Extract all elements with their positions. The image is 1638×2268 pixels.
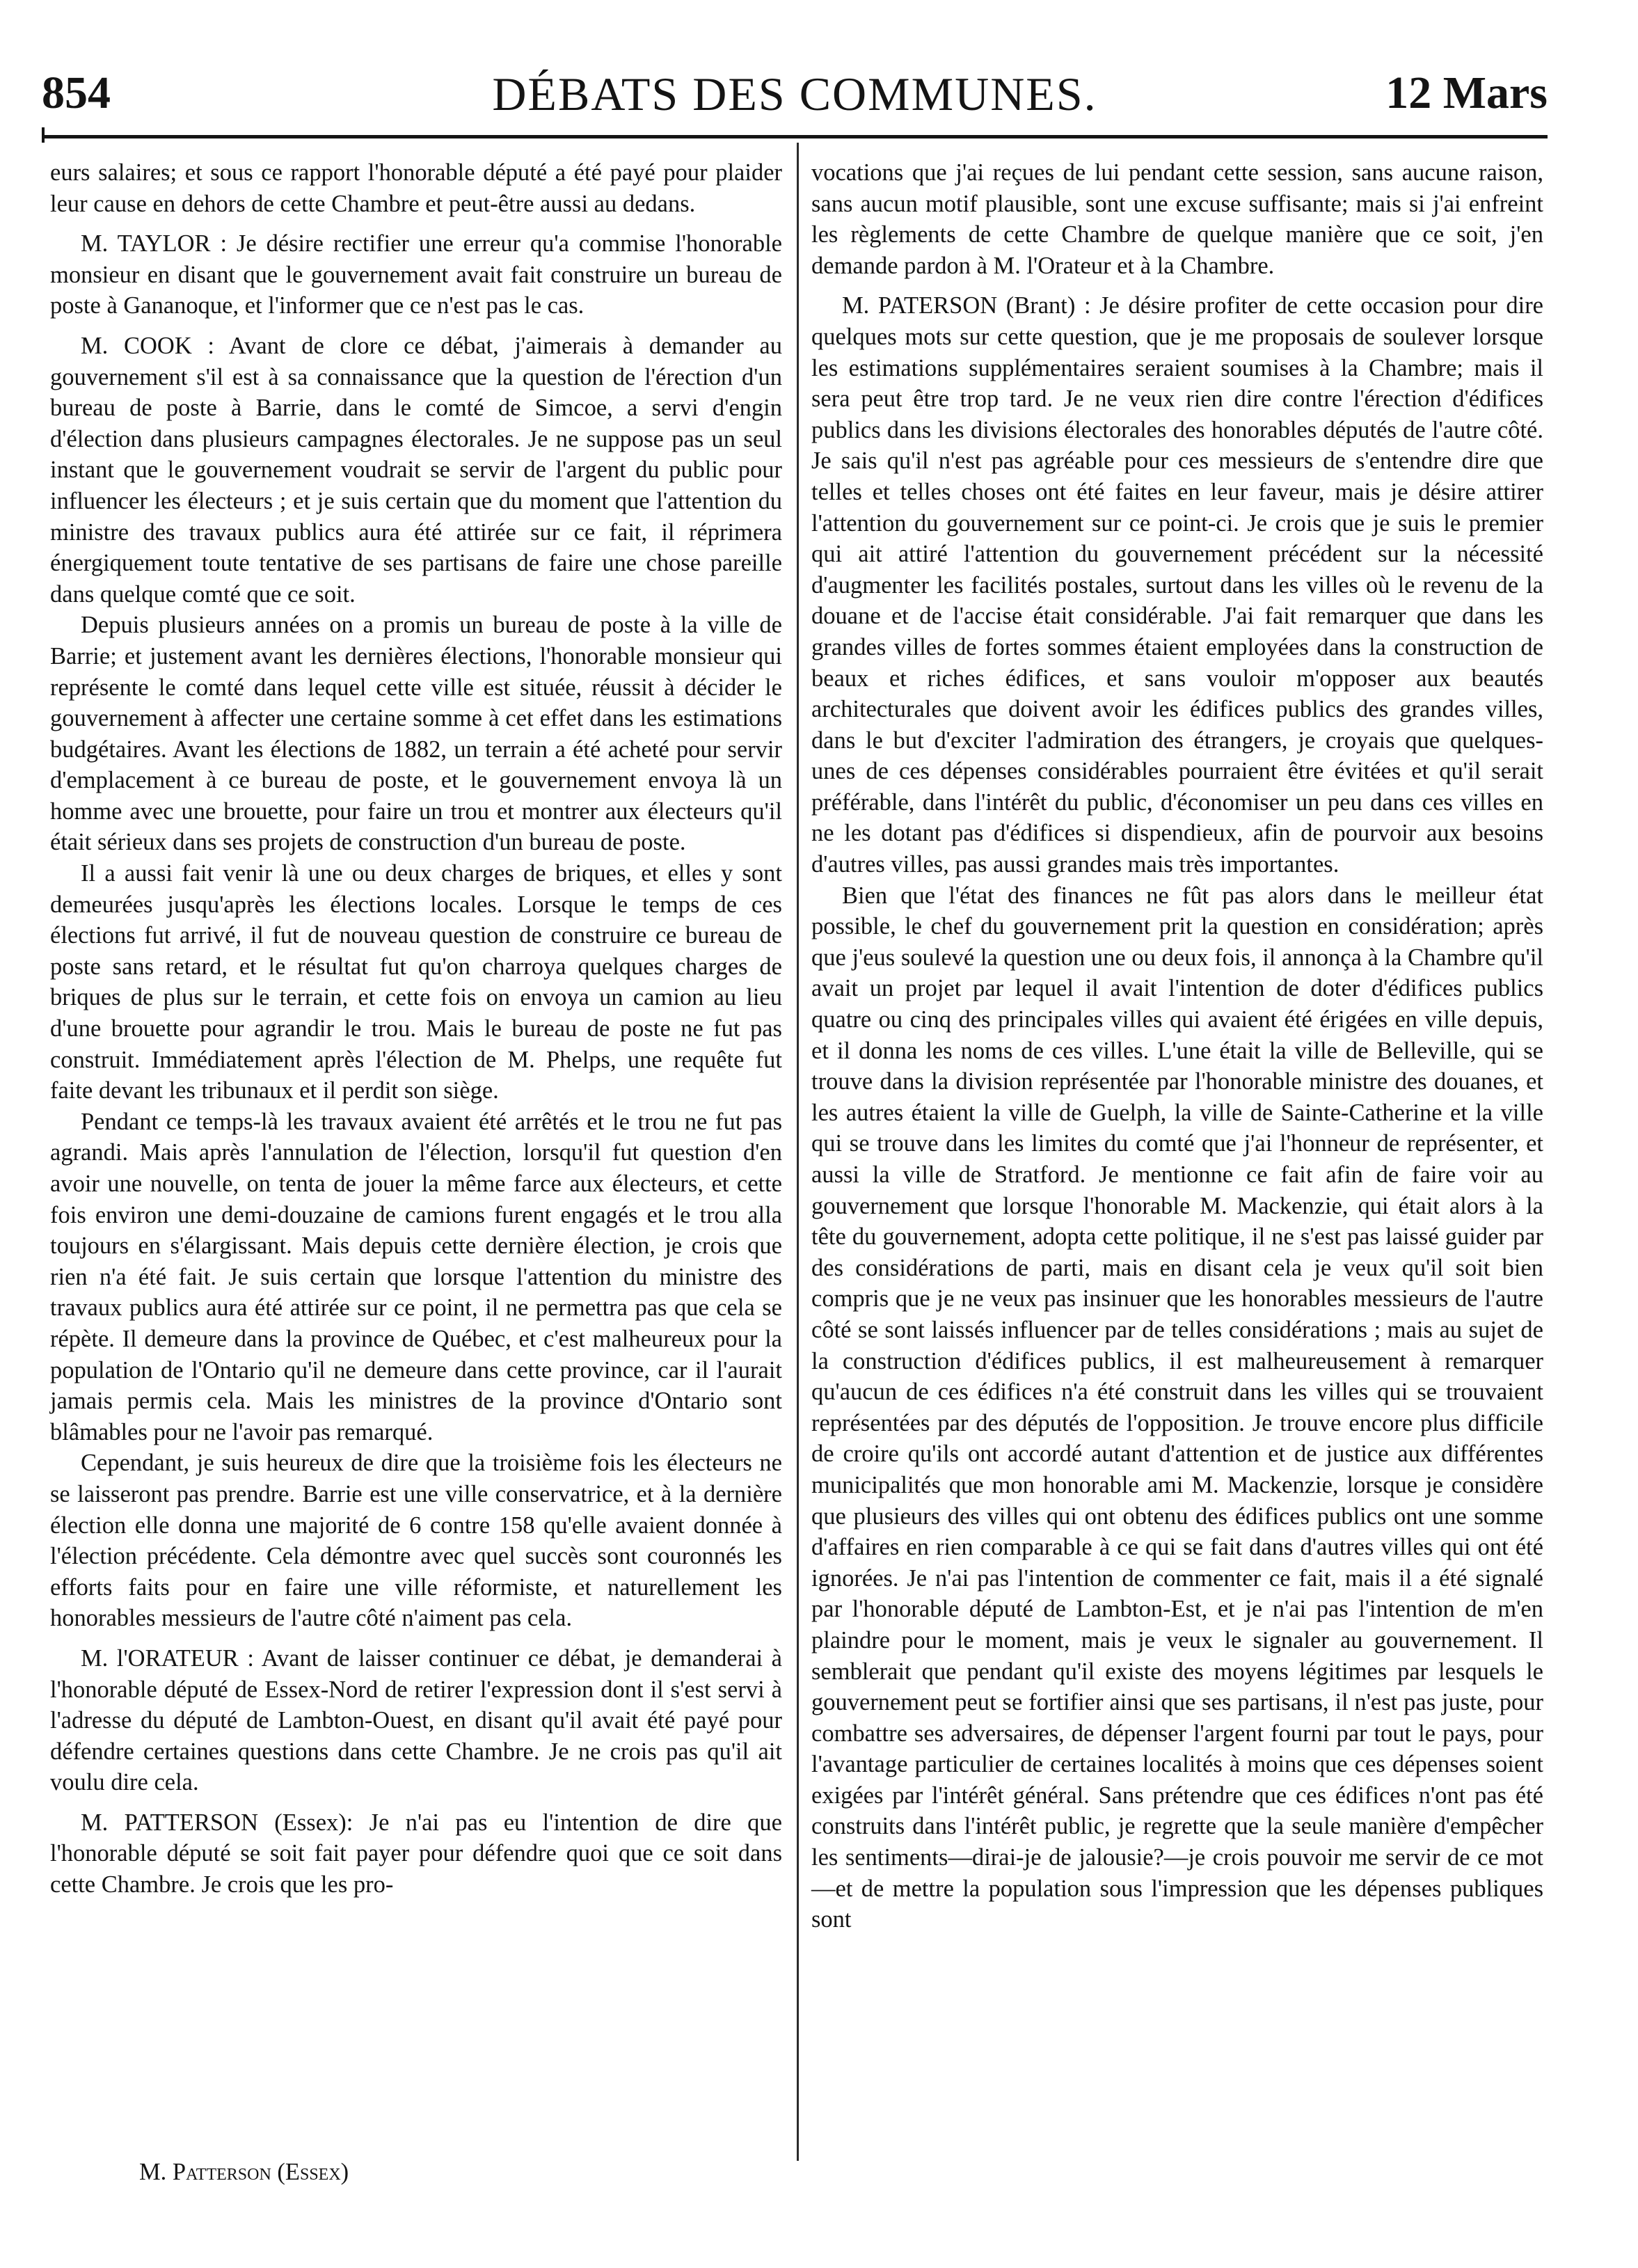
left-column	[50, 157, 782, 1901]
paragraph: eurs salaires; et sous ce rapport l'honorable député a été payé pour plaider leur cause en dehors de cette Chambre et peut-être aussi au dedans.	[50, 159, 782, 217]
paragraph: Bien que l'état des finances ne fût pas alors dans le meilleur état possible, le chef du gouvernement prit la question en considération; après que j'eus soulevé la question une ou deux fois, il annonça à la Chambre qu'il avait un projet par lequel il avait l'intention de doter d'édifices publics quatre ou cinq des principales villes qui avaient été érigées en ville depuis, et il donna les noms de ces villes. L'une était la ville de Belleville, qui se trouve dans la division représentée par l'honorable ministre des douanes, et les autres étaient la ville de Guelph, la ville de Sainte-Catherine et la ville qui se trouve dans les limites du comté que j'ai l'honneur de représenter, et aussi la ville de Stratford. Je mentionne ce fait afin de faire voir au gouvernement que lorsque l'honorable M. Mackenzie, qui était alors à la tête du gouvernement, adopta cette politique, il ne s'est pas laissé guider par des considérations de parti, mais en disant cela je veux qu'il soit bien compris que je ne veux pas insinuer que les honorables messieurs de l'autre côté se sont laissés influencer par de telles considérations ; mais au sujet de la construction d'édifices publics, il est malheureusement à remarquer qu'aucun de ces édifices n'a été construit dans les villes qui se trouvaient représentées par des députés de l'opposition. Je trouve encore plus difficile de croire qu'ils ont accordé autant d'attention et de justice aux différentes municipalités que mon honorable ami M. Mackenzie, lorsque je considère que plusieurs des villes qui ont obtenu des édifices publics ont une somme d'affaires en rien comparable à ce qui se fait dans d'autres villes qui ont été ignorées. Je n'ai pas l'intention de commenter ce fait, mais il a été signalé par l'honorable député de Lambton-Est, et je n'ai pas l'intention de m'en plaindre pour le moment, mais je veux le signaler au gouvernement. Il semblerait que pendant qu'il existe des moyens légitimes par lesquels le gouvernement peut se fortifier ainsi que ses partisans, il n'est pas juste, pour combattre ses adversaires, de dépenser l'argent fourni par tout le pays, pour l'avantage particulier de certaines localités à moins que ces dépenses soient exigées par l'intérêt général. Sans prétendre que ces édifices n'ont pas été construits dans l'intérêt public, je regrette que la seule manière d'empêcher les sentiments—dirai-je de jalousie?—je crois pouvoir me servir de ce mot—et de mettre la population sous l'impression que les dépenses publiques sont	[811, 882, 1543, 1933]
paragraph: Il a aussi fait venir là une ou deux charges de briques, et elles y sont demeurées jusqu'après les élections locales. Lorsque le temps de ces élections fut arrivé, il fut de nouveau question de construire ce bureau de poste sans retard, et le résultat fut qu'on charroya quelques charges de briques de plus sur le terrain, et cette fois on envoya un camion au lieu d'une brouette pour agrandir le trou. Mais le bureau de poste ne fut pas construit. Immédiatement après l'élection de M. Phelps, une requête fut faite devant les tribunaux et il perdit son siège.	[50, 860, 782, 1104]
column-divider	[797, 143, 799, 2161]
page-number: 854	[42, 68, 111, 118]
speaker-footnote: M. Patterson (Essex)	[139, 2159, 349, 2185]
paragraph: Cependant, je suis heureux de dire que la troisième fois les électeurs ne se laisseront pas prendre. Barrie est une ville conservatrice, et à la dernière élection elle donna une majorité de 6 contre 158 qu'elle avaient donnée à l'élection précédente. Cela démontre avec quel succès sont couronnés les efforts faits pour en faire une ville réformiste, et naturellement les honorables messieurs de l'autre côté n'aiment pas cela.	[50, 1450, 782, 1632]
paragraph: M. PATTERSON (Essex): Je n'ai pas eu l'intention de dire que l'honorable député se soit fait payer pour défendre quoi que ce soit dans cette Chambre. Je crois que les pro-	[50, 1809, 782, 1898]
paragraph: M. l'ORATEUR : Avant de laisser continuer ce débat, je demanderai à l'honorable député de Essex-Nord de retirer l'expression dont il s'est servi à l'adresse du député de Lambton-Ouest, en disant qu'il avait été payé pour défendre certaines questions dans cette Chambre. Je ne crois pas qu'il ait voulu dire cela.	[50, 1644, 782, 1796]
paragraph: M. TAYLOR : Je désire rectifier une erreur qu'a commise l'honorable monsieur en disant que le gouvernement avait fait construire un bureau de poste à Gananoque, et l'informer que ce n'est pas le cas.	[50, 230, 782, 319]
paragraph: Depuis plusieurs années on a promis un bureau de poste à la ville de Barrie; et justement avant les dernières élections, l'honorable monsieur qui représente le comté dans lequel cette ville est située, réussit à décider le gouvernement à affecter une certaine somme à cet effet dans les estimations budgétaires. Avant les élections de 1882, un terrain a été acheté pour servir d'emplacement à ce bureau de poste, et le gouvernement envoya là un homme avec une brouette, pour faire un trou et montrer aux électeurs qu'il était sérieux dans ses projets de construction d'un bureau de poste.	[50, 612, 782, 856]
paragraph: M. COOK : Avant de clore ce débat, j'aimerais à demander au gouvernement s'il est à sa connaissance que la question de l'érection d'un bureau de poste à Barrie, dans le comté de Simcoe, a servi d'engin d'élection dans plusieurs campagnes électorales. Je ne suppose pas un seul instant que le gouvernement voudrait se servir de l'argent du public pour influencer les électeurs ; et je suis certain que du moment que l'attention du ministre des travaux publics aura été attirée sur ce fait, il réprimera énergiquement toute tentative de ses partisans de faire une chose pareille dans quelque comté que ce soit.	[50, 332, 782, 608]
page-header	[42, 67, 1548, 134]
header-rule	[42, 135, 1548, 138]
right-column	[811, 157, 1543, 1935]
paragraph: Pendant ce temps-là les travaux avaient été arrêtés et le trou ne fut pas agrandi. Mais après l'annulation de l'élection, lorsqu'il fut question d'en avoir une nouvelle, on tenta de jouer la même farce aux électeurs, et cette fois environ une demi-douzaine de camions furent engagés et le trou alla toujours en s'élargissant. Mais depuis cette dernière élection, je crois que rien n'a été fait. Je suis certain que lorsque l'attention du ministre des travaux publics aura été attirée sur ce point, il ne permettra pas que cela se répète. Il demeure dans la province de Québec, et c'est malheureux pour la population de l'Ontario qu'il ne demeure dans cette province, car il l'aurait jamais permis cela. Mais les ministres de la province d'Ontario sont blâmables pour ne l'avoir pas remarqué.	[50, 1108, 782, 1445]
paragraph: vocations que j'ai reçues de lui pendant cette session, sans aucune raison, sans aucun motif plausible, sont une excuse suffisante; mais si j'ai enfreint les règlements de cette Chambre de quelque manière que ce soit, j'en demande pardon à M. l'Orateur et à la Chambre.	[811, 159, 1543, 279]
page-title: DÉBATS DES COMMUNES.	[492, 68, 1097, 120]
page-date: 12 Mars	[1385, 68, 1548, 118]
paragraph: M. PATERSON (Brant) : Je désire profiter de cette occasion pour dire quelques mots sur cette question, que je me proposais de soulever lorsque les estimations supplémentaires seraient soumises à la Chambre; mais il sera peut être trop tard. Je ne veux rien dire contre l'érection d'édifices publics dans les divisions électorales des honorables députés de l'autre côté. Je sais qu'il n'est pas agréable pour ces messieurs de s'entendre dire que telles et telles choses ont été faites en leur faveur, mais je désire attirer l'attention du gouvernement sur ce point-ci. Je crois que je suis le premier qui ait attiré l'attention du gouvernement précédent sur la nécessité d'augmenter les facilités postales, surtout dans les villes où le revenu de la douane et de l'accise était considérable. J'ai fait remarquer que dans les grandes villes de fortes sommes étaient employées dans la construction de beaux et riches édifices, et sans vouloir m'opposer aux beautés architecturales que doivent avoir les édifices publics des grandes villes, dans le but d'exciter l'admiration des étrangers, je croyais que quelques-unes de ces dépenses considérables pourraient être évitées et qu'il serait préférable, dans l'intérêt du public, d'économiser un peu dans ces villes en ne les dotant pas d'édifices si dispendieux, afin de pourvoir aux besoins d'autres villes, pas aussi grandes mais très importantes.	[811, 292, 1543, 878]
